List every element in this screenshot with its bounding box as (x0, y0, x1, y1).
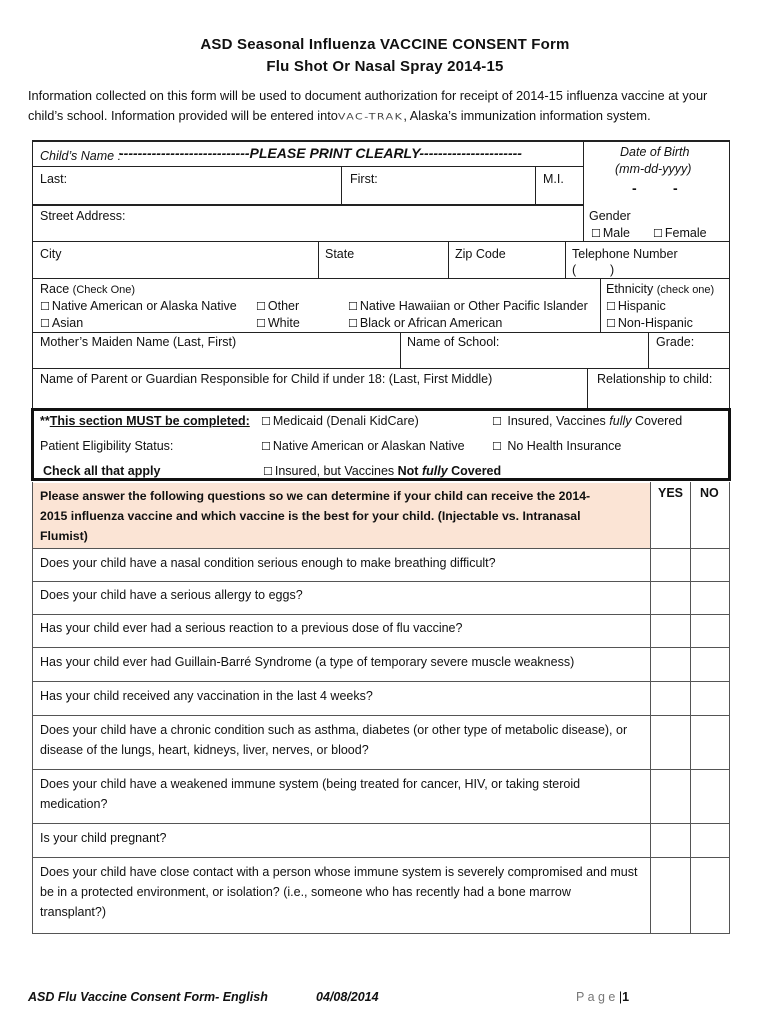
race-white-option[interactable]: ☐ White (256, 316, 300, 330)
checkbox-icon: ☐ (606, 317, 616, 330)
checkbox-icon: ☐ (256, 317, 266, 330)
yes-column-header: YES (658, 486, 684, 500)
dob-format: (mm-dd-yyyy) (615, 162, 692, 176)
checkbox-icon: ☐ (653, 227, 663, 240)
question-egg-allergy: Does your child have a serious allergy to eggs? (40, 588, 303, 602)
ethnicity-non-hispanic-option[interactable]: ☐ Non-Hispanic (606, 316, 693, 330)
answer-no-cell[interactable] (691, 682, 729, 715)
dob-label: Date of Birth (620, 145, 690, 159)
childs-name-label: Child’s Name : (40, 149, 122, 163)
race-asian-option[interactable]: ☐ Asian (40, 316, 84, 330)
answer-no-cell[interactable] (691, 858, 729, 933)
telephone-label: Telephone Number (572, 247, 678, 261)
eligibility-no-insurance-option[interactable]: ☐ No Health Insurance (492, 439, 622, 453)
question-recent-vaccination: Has your child received any vaccination in the last 4 weeks? (40, 689, 373, 703)
first-name-label: First: (350, 172, 378, 186)
footer-page-number: P a g e |1 (576, 990, 630, 1004)
guardian-name-label: Name of Parent or Guardian Responsible for Child if under 18: (Last, First Middle) (40, 372, 493, 386)
eligibility-medicaid-option[interactable]: ☐ Medicaid (Denali KidCare) (261, 414, 419, 428)
race-native-american-option[interactable]: ☐ Native American or Alaska Native (40, 299, 237, 313)
eligibility-insured-covered-option[interactable]: ☐ Insured, Vaccines fully Covered (492, 414, 683, 428)
eligibility-required-label: **This section MUST be completed: (40, 414, 250, 428)
school-name-label: Name of School: (407, 335, 500, 349)
checkbox-icon: ☐ (606, 300, 616, 313)
phone-paren-close: ) (610, 263, 615, 277)
checkbox-icon: ☐ (492, 440, 502, 453)
checkbox-icon: ☐ (40, 300, 50, 313)
gender-male-option[interactable]: ☐ Male (591, 226, 630, 240)
street-address-label: Street Address: (40, 209, 126, 223)
checkbox-icon: ☐ (256, 300, 266, 313)
eligibility-not-covered-option[interactable]: ☐ Insured, but Vaccines Not fully Covered (263, 464, 502, 478)
answer-yes-cell[interactable] (651, 858, 690, 933)
answer-yes-cell[interactable] (651, 682, 690, 715)
form-title: ASD Seasonal Influenza VACCINE CONSENT Form (200, 36, 570, 53)
question-chronic-condition: Does your child have a chronic condition such as asthma, diabetes (or other type of metabolic disease), or disease of the lungs, heart, kidneys, liver, nerves, or blood? (40, 723, 628, 757)
question-nasal: Does your child have a nasal condition serious enough to make breathing difficult? (40, 556, 496, 570)
answer-no-cell[interactable] (691, 716, 729, 769)
ethnicity-label: Ethnicity (check one) (606, 282, 715, 296)
intro-paragraph (28, 86, 743, 127)
grade-label: Grade: (656, 335, 695, 349)
answer-yes-cell[interactable] (651, 549, 690, 581)
answer-yes-cell[interactable] (651, 648, 690, 681)
race-hawaiian-option[interactable]: ☐ Native Hawaiian or Other Pacific Islander (348, 299, 588, 313)
question-guillain-barre: Has your child ever had Guillain-Barré Syndrome (a type of temporary severe muscle weakness) (40, 655, 575, 669)
form-subtitle: Flu Shot Or Nasal Spray 2014-15 (266, 58, 504, 75)
answer-no-cell[interactable] (691, 582, 729, 614)
gender-female-option[interactable]: ☐ Female (653, 226, 707, 240)
last-name-label: Last: (40, 172, 68, 186)
race-label: Race (Check One) (40, 282, 136, 296)
phone-paren-open: ( (572, 263, 577, 277)
answer-yes-cell[interactable] (651, 770, 690, 823)
answer-no-cell[interactable] (691, 770, 729, 823)
state-label: State (325, 247, 355, 261)
question-pregnant: Is your child pregnant? (40, 831, 167, 845)
checkbox-icon: ☐ (261, 415, 271, 428)
answer-no-cell[interactable] (691, 824, 729, 857)
question-weakened-immune: Does your child have a weakened immune system (being treated for cancer, HIV, or taking steroid medication? (40, 777, 581, 811)
footer-date: 04/08/2014 (316, 990, 379, 1004)
gender-label: Gender (589, 209, 631, 223)
checkbox-icon: ☐ (348, 300, 358, 313)
questions-intro: Please answer the following questions so we can determine if your child can receive the 2014-2015 influenza vaccine and which vaccine is the best for your child. (Injectable vs. Intranasal Flumist) (40, 489, 591, 543)
answer-no-cell[interactable] (691, 549, 729, 581)
answer-no-cell[interactable] (691, 648, 729, 681)
print-clearly-banner: ----------------------------PLEASE PRINT CLEARLY---------------------- (119, 145, 522, 161)
checkbox-icon: ☐ (40, 317, 50, 330)
dob-separator-2: - (673, 180, 678, 196)
mothers-maiden-name-label: Mother’s Maiden Name (Last, First) (40, 335, 237, 349)
checkbox-icon: ☐ (591, 227, 601, 240)
middle-initial-label: M.I. (543, 172, 564, 186)
question-close-contact: Does your child have close contact with a person whose immune system is severely compromised and must be in a protected environment, or isolation? (i.e., someone who has recently had a bone marrow transplant?) (40, 865, 638, 919)
zip-code-label: Zip Code (455, 247, 506, 261)
checkbox-icon: ☐ (263, 465, 273, 478)
intro-text-2: , Alaska’s immunization information system. (403, 108, 651, 123)
checkbox-icon: ☐ (348, 317, 358, 330)
race-other-option[interactable]: ☐ Other (256, 299, 300, 313)
answer-yes-cell[interactable] (651, 716, 690, 769)
no-column-header: NO (700, 486, 719, 500)
check-all-label: Check all that apply (43, 464, 161, 478)
city-label: City (40, 247, 62, 261)
relationship-label: Relationship to child: (597, 372, 713, 386)
answer-yes-cell[interactable] (651, 824, 690, 857)
intro-text-1: Information collected on this form will be used to document authorization for receipt of 2014-15 influenza vaccine at your child’s school. Information provided will be entered into (28, 88, 708, 123)
eligibility-status-label: Patient Eligibility Status: (40, 439, 174, 453)
eligibility-native-option[interactable]: ☐ Native American or Alaskan Native (261, 439, 465, 453)
answer-yes-cell[interactable] (651, 615, 690, 647)
checkbox-icon: ☐ (261, 440, 271, 453)
vactrak-logo: VAC-TRAK (337, 111, 404, 122)
answer-yes-cell[interactable] (651, 582, 690, 614)
race-black-option[interactable]: ☐ Black or African American (348, 316, 503, 330)
checkbox-icon: ☐ (492, 415, 502, 428)
ethnicity-hispanic-option[interactable]: ☐ Hispanic (606, 299, 666, 313)
answer-no-cell[interactable] (691, 615, 729, 647)
footer-form-name: ASD Flu Vaccine Consent Form- English (28, 990, 268, 1004)
question-prior-reaction: Has your child ever had a serious reaction to a previous dose of flu vaccine? (40, 621, 463, 635)
dob-separator-1: - (632, 180, 637, 196)
